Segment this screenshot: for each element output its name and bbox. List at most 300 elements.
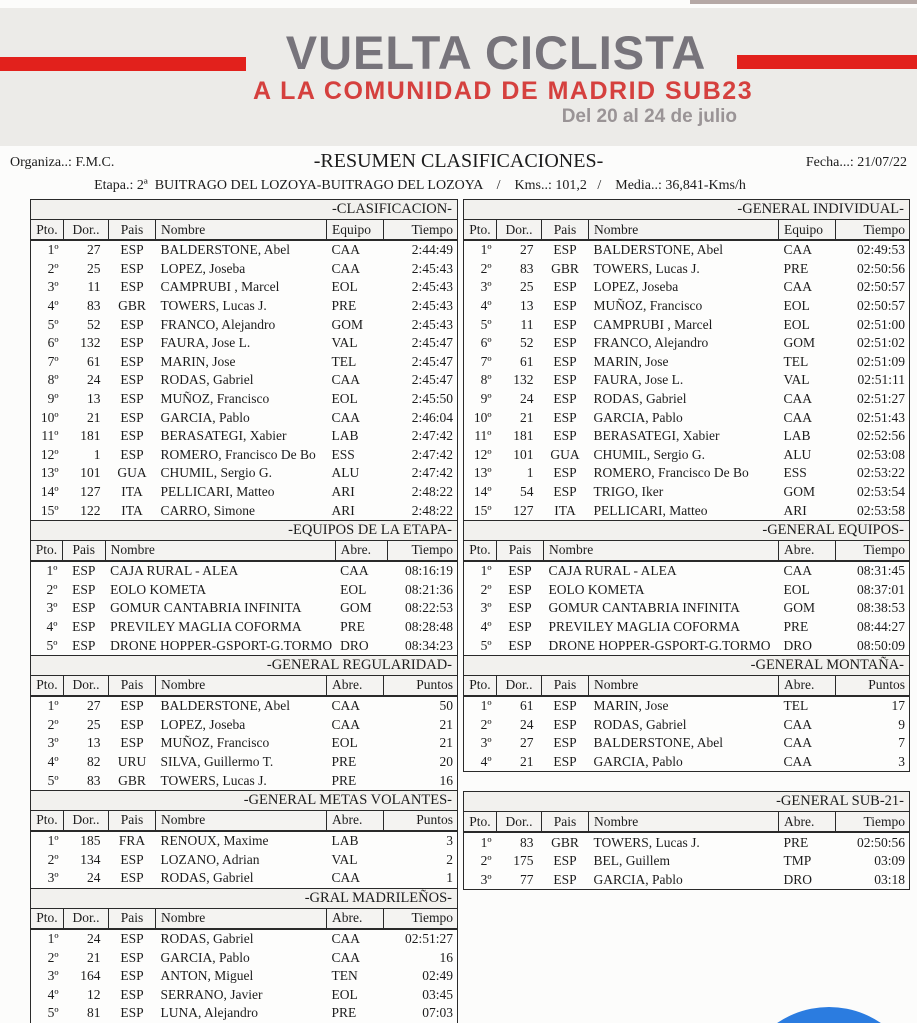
- column-header: Pais: [542, 812, 589, 833]
- table-cell: 4º: [47, 753, 59, 769]
- table-cell: EOL: [331, 391, 358, 407]
- table-row: [31, 929, 458, 949]
- table-row: [464, 427, 910, 446]
- column-header: Nombre: [589, 220, 779, 241]
- table-cell: 1º: [46, 563, 58, 579]
- table-cell: ESP: [120, 968, 144, 984]
- table-cell: GARCIA, Pablo: [593, 753, 683, 769]
- table-header-row: [31, 675, 458, 696]
- table-general-individual: [463, 199, 910, 521]
- table-row: [464, 446, 910, 465]
- table-cell: 11: [87, 279, 101, 295]
- table-cell: TMP: [783, 853, 812, 869]
- table-cell: 5º: [47, 1005, 59, 1021]
- column-header: Puntos: [384, 810, 458, 831]
- table-header-row: [31, 810, 458, 831]
- table-cell: ESP: [72, 618, 96, 634]
- table-cell: GARCIA, Pablo: [160, 949, 250, 965]
- column-header: Pais: [497, 540, 544, 561]
- table-cell: GARCIA, Pablo: [160, 409, 250, 425]
- table-cell: 21: [439, 716, 453, 732]
- table-cell: ESP: [120, 335, 144, 351]
- table-cell: CAA: [331, 372, 361, 388]
- table-title: -GENERAL INDIVIDUAL-: [464, 200, 910, 220]
- table-cell: GOM: [783, 335, 816, 351]
- table-cell: 2º: [480, 853, 492, 869]
- table-cell: 13º: [473, 465, 492, 481]
- table-cell: TEL: [783, 698, 809, 714]
- table-cell: ESP: [120, 409, 144, 425]
- table-cell: ESP: [508, 563, 532, 579]
- document-meta-row: [0, 150, 917, 176]
- table-header-row: [464, 220, 910, 241]
- table-cell: FAURA, Jose L.: [593, 372, 684, 388]
- table-cell: 4º: [46, 618, 58, 634]
- table-cell: LAB: [331, 428, 359, 444]
- column-header: Pto.: [464, 540, 497, 561]
- table-general-metas-volantes: [30, 790, 458, 889]
- table-row: [464, 636, 910, 655]
- table-cell: PREVILEY MAGLIA COFORMA: [548, 618, 741, 634]
- table-row: [31, 1004, 458, 1023]
- table-row: [31, 315, 458, 334]
- table-cell: ESP: [553, 409, 577, 425]
- table-cell: TEL: [783, 353, 809, 369]
- table-cell: CAA: [340, 563, 369, 579]
- table-cell: PRE: [331, 772, 357, 788]
- table-header-row: [464, 675, 910, 696]
- table-row: [464, 315, 910, 334]
- table-cell: 02:51:00: [856, 316, 905, 332]
- column-header: Tiempo: [836, 220, 910, 241]
- table-cell: EOL: [783, 298, 810, 314]
- table-row: [31, 427, 458, 446]
- table-cell: 15º: [473, 502, 492, 518]
- table-cell: ESP: [120, 930, 144, 946]
- table-cell: 12: [87, 986, 101, 1002]
- table-cell: RODAS, Gabriel: [593, 716, 687, 732]
- table-cell: CAA: [783, 753, 813, 769]
- table-cell: 02:49: [422, 968, 453, 984]
- table-cell: 08:37:01: [856, 581, 905, 597]
- table-cell: RODAS, Gabriel: [160, 930, 254, 946]
- table-row: [464, 832, 910, 852]
- table-cell: 4º: [480, 298, 492, 314]
- table-cell: 1º: [480, 242, 492, 258]
- table-cell: ESP: [72, 600, 96, 616]
- column-header: Pais: [109, 908, 156, 929]
- table-cell: CAMPRUBI , Marcel: [160, 279, 280, 295]
- table-cell: 8º: [480, 372, 492, 388]
- table-cell: CAA: [783, 563, 813, 579]
- table-cell: MUÑOZ, Francisco: [593, 298, 703, 314]
- table-cell: PRE: [783, 260, 809, 276]
- table-row: [31, 240, 458, 260]
- table-cell: CAA: [783, 409, 813, 425]
- table-row: [464, 715, 910, 734]
- table-cell: CAA: [783, 242, 813, 258]
- table-row: [31, 390, 458, 409]
- table-cell: ESP: [120, 372, 144, 388]
- table-cell: 08:50:09: [856, 637, 905, 653]
- table-cell: ESP: [553, 484, 577, 500]
- table-cell: 1: [446, 870, 453, 886]
- table-row: [31, 948, 458, 967]
- table-row: [31, 734, 458, 753]
- table-cell: 02:53:22: [856, 465, 905, 481]
- table-cell: 08:38:53: [856, 600, 905, 616]
- table-cell: ARI: [331, 502, 355, 518]
- table-cell: ITA: [121, 502, 143, 518]
- table-cell: 1: [526, 465, 534, 481]
- table-row: [464, 696, 910, 716]
- table-cell: 08:28:48: [404, 618, 453, 634]
- table-row: [464, 464, 910, 483]
- table-cell: 181: [80, 428, 101, 444]
- table-cell: 02:51:11: [857, 372, 905, 388]
- table-cell: ITA: [554, 502, 576, 518]
- column-header: Nombre: [156, 810, 327, 831]
- table-cell: PRE: [783, 618, 809, 634]
- table-cell: DRO: [783, 637, 813, 653]
- table-cell: BALDERSTONE, Abel: [160, 242, 291, 258]
- table-cell: GBR: [118, 298, 146, 314]
- table-cell: 9: [898, 716, 905, 732]
- table-row: [31, 636, 458, 655]
- table-cell: ESP: [553, 242, 577, 258]
- table-header-row: [464, 540, 910, 561]
- table-cell: ESP: [553, 353, 577, 369]
- table-cell: FAURA, Jose L.: [160, 335, 251, 351]
- table-cell: ALU: [783, 446, 812, 462]
- table-header-row: [31, 220, 458, 241]
- table-cell: 3: [898, 753, 905, 769]
- table-cell: ESP: [120, 1005, 144, 1021]
- table-cell: 164: [80, 968, 101, 984]
- table-cell: ESP: [508, 581, 532, 597]
- table-row: [464, 371, 910, 390]
- table-cell: CAA: [783, 279, 813, 295]
- table-cell: 21: [439, 735, 453, 751]
- table-cell: ESP: [553, 391, 577, 407]
- table-cell: 122: [80, 502, 101, 518]
- column-header: Abre.: [335, 540, 388, 561]
- table-general-regularidad: [30, 655, 458, 791]
- table-cell: 08:34:23: [404, 637, 453, 653]
- column-header: Pais: [109, 220, 156, 241]
- table-cell: ESP: [120, 242, 144, 258]
- table-cell: 02:51:43: [856, 409, 905, 425]
- table-cell: ESP: [120, 353, 144, 369]
- table-cell: 61: [87, 353, 101, 369]
- table-cell: 83: [87, 298, 101, 314]
- table-cell: ESP: [553, 279, 577, 295]
- table-cell: RODAS, Gabriel: [160, 870, 254, 886]
- table-title: -GRAL MADRILEÑOS-: [31, 888, 458, 908]
- table-row: [464, 353, 910, 372]
- table-general-montana: [463, 655, 910, 772]
- table-header-row: [464, 812, 910, 833]
- table-row: [31, 260, 458, 279]
- table-cell: 08:44:27: [856, 618, 905, 634]
- table-cell: SERRANO, Javier: [160, 986, 263, 1002]
- table-row: [31, 371, 458, 390]
- table-cell: 02:50:57: [856, 279, 905, 295]
- table-cell: PREVILEY MAGLIA COFORMA: [110, 618, 302, 634]
- table-cell: ESP: [120, 716, 144, 732]
- table-cell: BERASATEGI, Xabier: [160, 428, 287, 444]
- column-header: Pais: [109, 810, 156, 831]
- table-cell: 6º: [480, 335, 492, 351]
- table-row: [464, 734, 910, 753]
- table-cell: 07:03: [422, 1005, 453, 1021]
- table-cell: 2:47:42: [411, 465, 453, 481]
- table-cell: 17: [891, 698, 905, 714]
- table-cell: RENOUX, Maxime: [160, 833, 269, 849]
- column-header: Puntos: [384, 675, 458, 696]
- table-gral-madrilenos: [30, 888, 458, 1023]
- table-cell: VAL: [331, 851, 358, 867]
- table-cell: 181: [513, 428, 534, 444]
- table-cell: ESP: [553, 298, 577, 314]
- table-cell: MARIN, Jose: [160, 353, 236, 369]
- column-header: Tiempo: [388, 540, 458, 561]
- table-cell: CAMPRUBI , Marcel: [593, 316, 713, 332]
- table-cell: 12º: [40, 446, 59, 462]
- table-cell: DRONE HOPPER-GSPORT-G.TORMO: [110, 637, 333, 653]
- table-cell: 83: [520, 834, 534, 850]
- table-row: [31, 869, 458, 888]
- table-cell: 101: [513, 446, 534, 462]
- table-cell: 4º: [47, 986, 59, 1002]
- table-cell: URU: [117, 753, 147, 769]
- table-cell: BALDERSTONE, Abel: [593, 735, 724, 751]
- table-cell: 2:45:47: [411, 353, 453, 369]
- table-cell: 02:51:27: [856, 391, 905, 407]
- table-cell: 2: [446, 851, 453, 867]
- table-cell: 16: [439, 949, 453, 965]
- table-cell: 5º: [46, 637, 58, 653]
- table-cell: GOMUR CANTABRIA INFINITA: [110, 600, 302, 616]
- table-cell: 14º: [40, 484, 59, 500]
- table-cell: 08:22:53: [404, 600, 453, 616]
- table-cell: ESP: [120, 698, 144, 714]
- classification-columns: [30, 199, 910, 1023]
- column-header: Nombre: [589, 812, 779, 833]
- table-cell: CAA: [331, 949, 361, 965]
- table-cell: 08:21:36: [404, 581, 453, 597]
- table-cell: 12º: [473, 446, 492, 462]
- table-row: [464, 870, 910, 889]
- table-cell: 24: [87, 372, 101, 388]
- table-cell: GOM: [331, 316, 364, 332]
- table-cell: 9º: [47, 391, 59, 407]
- table-row: [464, 278, 910, 297]
- table-cell: LOPEZ, Joseba: [593, 279, 679, 295]
- table-row: [464, 501, 910, 520]
- table-cell: 11º: [41, 428, 59, 444]
- table-cell: ESP: [553, 698, 577, 714]
- column-header: Nombre: [544, 540, 779, 561]
- table-row: [464, 334, 910, 353]
- table-cell: 02:49:53: [856, 242, 905, 258]
- table-cell: 3º: [480, 735, 492, 751]
- table-cell: 52: [87, 316, 101, 332]
- table-row: [31, 501, 458, 520]
- table-cell: ESP: [120, 870, 144, 886]
- table-cell: 8º: [47, 372, 59, 388]
- table-cell: ESP: [120, 446, 144, 462]
- table-cell: 83: [520, 260, 534, 276]
- table-cell: 02:50:56: [856, 260, 905, 276]
- table-cell: GUA: [550, 446, 580, 462]
- table-cell: CAA: [331, 698, 361, 714]
- table-cell: 03:18: [874, 871, 905, 887]
- table-cell: 7º: [47, 353, 59, 369]
- table-cell: EOL: [331, 279, 358, 295]
- table-cell: 5º: [47, 316, 59, 332]
- table-cell: 175: [513, 853, 534, 869]
- table-cell: 16: [439, 772, 453, 788]
- table-cell: 03:09: [874, 853, 905, 869]
- table-row: [31, 581, 458, 600]
- table-cell: 132: [513, 372, 534, 388]
- table-cell: 7: [898, 735, 905, 751]
- table-cell: GUA: [117, 465, 147, 481]
- column-header: Pais: [542, 675, 589, 696]
- table-cell: VAL: [783, 372, 810, 388]
- table-cell: ESP: [508, 600, 532, 616]
- table-cell: BALDERSTONE, Abel: [593, 242, 724, 258]
- table-cell: 13º: [40, 465, 59, 481]
- table-cell: PRE: [340, 618, 365, 634]
- table-cell: 2:48:22: [411, 484, 453, 500]
- table-cell: LUNA, Alejandro: [160, 1005, 258, 1021]
- table-cell: ESS: [331, 446, 355, 462]
- table-cell: 02:53:58: [856, 502, 905, 518]
- table-cell: 185: [80, 833, 101, 849]
- table-cell: 2:45:43: [411, 260, 453, 276]
- table-cell: 2º: [46, 581, 58, 597]
- table-cell: 10º: [40, 409, 59, 425]
- column-header: Abre.: [779, 812, 836, 833]
- table-cell: CAA: [783, 716, 813, 732]
- table-cell: DRONE HOPPER-GSPORT-G.TORMO: [548, 637, 771, 653]
- table-cell: 2º: [480, 716, 492, 732]
- table-cell: TRIGO, Iker: [593, 484, 664, 500]
- table-cell: ESP: [553, 465, 577, 481]
- table-row: [31, 464, 458, 483]
- table-cell: 27: [87, 698, 101, 714]
- table-cell: 2º: [480, 581, 492, 597]
- table-cell: ESP: [553, 871, 577, 887]
- table-cell: GOM: [340, 600, 372, 616]
- table-cell: ALU: [331, 465, 360, 481]
- table-cell: ESP: [120, 279, 144, 295]
- column-header: Pto.: [31, 810, 64, 831]
- table-cell: 81: [87, 1005, 101, 1021]
- column-header: Tiempo: [836, 812, 910, 833]
- table-cell: 27: [520, 242, 534, 258]
- table-cell: 1º: [480, 563, 492, 579]
- table-cell: CAA: [331, 870, 361, 886]
- table-cell: 1: [93, 446, 101, 462]
- event-title: VUELTA CICLISTA: [285, 26, 707, 79]
- table-cell: 83: [87, 772, 101, 788]
- table-cell: CAA: [331, 930, 361, 946]
- left-column: [30, 199, 458, 1023]
- table-cell: ESS: [783, 465, 807, 481]
- column-header: Tiempo: [836, 540, 910, 561]
- table-cell: 2:47:42: [411, 446, 453, 462]
- column-header: Tiempo: [384, 908, 458, 929]
- table-cell: 77: [520, 871, 534, 887]
- table-cell: FRANCO, Alejandro: [160, 316, 276, 332]
- table-cell: 2º: [47, 260, 59, 276]
- table-cell: CAJA RURAL - ALEA: [548, 563, 677, 579]
- table-row: [464, 753, 910, 772]
- table-cell: TEL: [331, 353, 357, 369]
- table-cell: ESP: [553, 428, 577, 444]
- table-row: [464, 618, 910, 637]
- table-cell: SILVA, Guillermo T.: [160, 753, 274, 769]
- table-general-equipos: [463, 520, 910, 656]
- column-header: Nombre: [589, 675, 779, 696]
- table-cell: 1º: [480, 698, 492, 714]
- table-cell: 5º: [480, 637, 492, 653]
- column-header: Pais: [62, 540, 105, 561]
- table-cell: ANTON, Miguel: [160, 968, 254, 984]
- table-row: [464, 297, 910, 316]
- table-cell: ROMERO, Francisco De Bo: [160, 446, 316, 462]
- table-row: [31, 967, 458, 986]
- table-row: [31, 715, 458, 734]
- column-header: Pto.: [464, 675, 497, 696]
- table-cell: 24: [87, 930, 101, 946]
- column-header: Equipo: [779, 220, 836, 241]
- table-cell: 24: [520, 391, 534, 407]
- table-row: [31, 561, 458, 581]
- table-cell: ESP: [553, 753, 577, 769]
- table-cell: 3º: [480, 600, 492, 616]
- table-cell: CARRO, Simone: [160, 502, 256, 518]
- table-cell: 4º: [480, 618, 492, 634]
- table-cell: EOLO KOMETA: [110, 581, 207, 597]
- table-cell: GBR: [551, 834, 579, 850]
- table-cell: ESP: [553, 372, 577, 388]
- table-cell: 11: [520, 316, 534, 332]
- column-header: Pais: [542, 220, 589, 241]
- table-row: [31, 483, 458, 502]
- table-row: [31, 334, 458, 353]
- table-cell: 02:52:56: [856, 428, 905, 444]
- table-cell: ESP: [72, 563, 96, 579]
- table-cell: CAA: [331, 242, 361, 258]
- table-cell: TOWERS, Lucas J.: [593, 260, 700, 276]
- table-cell: 02:50:56: [856, 834, 905, 850]
- table-cell: 3º: [47, 279, 59, 295]
- column-header: Puntos: [836, 675, 910, 696]
- event-subtitle: A LA COMUNIDAD DE MADRID SUB23: [253, 77, 754, 105]
- table-general-sub-21: [463, 791, 910, 890]
- table-cell: ESP: [120, 428, 144, 444]
- column-header: Nombre: [105, 540, 335, 561]
- table-title: -GENERAL MONTAÑA-: [464, 655, 910, 675]
- column-header: Equipo: [327, 220, 384, 241]
- column-header: Dor..: [497, 675, 542, 696]
- table-cell: 6º: [47, 335, 59, 351]
- table-cell: LOPEZ, Joseba: [160, 716, 246, 732]
